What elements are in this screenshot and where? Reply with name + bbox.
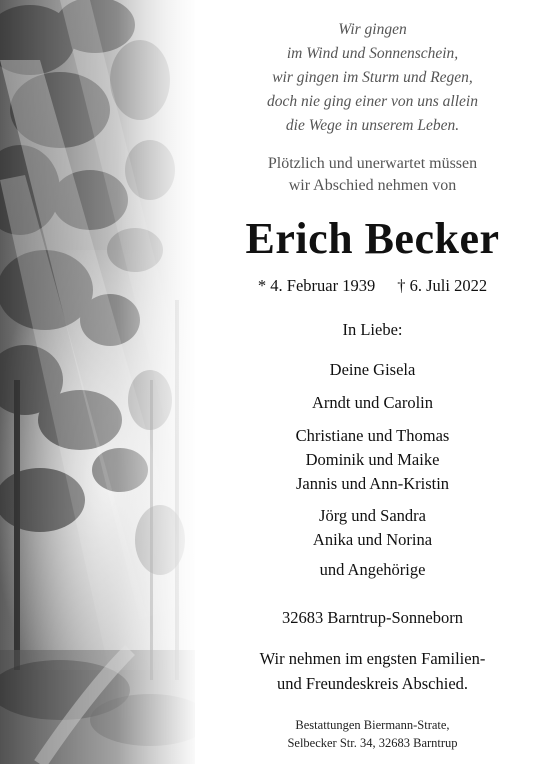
mourner-line: Christiane und Thomas (295, 426, 450, 445)
deceased-name: Erich Becker (245, 214, 500, 263)
undertaker-line: Bestattungen Biermann-Strate, (295, 718, 450, 732)
place-line: 32683 Barntrup-Sonneborn (281, 608, 464, 627)
poem-line: doch nie ging einer von uns allein (267, 93, 478, 110)
farewell-line: und Freundeskreis Abschied. (276, 674, 469, 693)
poem-line: die Wege in unserem Leben. (285, 117, 460, 134)
mourner-line: Arndt und Carolin (312, 393, 433, 412)
mourner-line: Deine Gisela (329, 360, 416, 379)
poem-line: Wir gingen (338, 21, 407, 38)
poem-line: wir gingen im Sturm und Regen, (272, 69, 473, 86)
in-love-heading: In Liebe: (342, 320, 403, 339)
undertaker-line: Selbecker Str. 34, 32683 Barntrup (287, 736, 458, 750)
obituary-text (195, 0, 550, 764)
intro-line: wir Abschied nehmen von (288, 177, 457, 194)
mourner-line: Dominik und Maike (305, 450, 440, 469)
farewell-line: Wir nehmen im engsten Familien- (259, 649, 486, 668)
mourner-line: Jörg und Sandra (319, 506, 426, 525)
life-dates (195, 278, 550, 295)
mourner-line: und Angehörige (319, 560, 426, 579)
intro-line: Plötzlich und unerwartet müssen (267, 155, 478, 172)
forest-photo (0, 0, 195, 764)
mourner-line: Jannis und Ann-Kristin (295, 474, 450, 493)
mourner-line: Anika und Norina (312, 530, 433, 549)
poem-line: im Wind und Sonnenschein, (286, 45, 459, 62)
death-date: † 6. Juli 2022 (397, 276, 488, 295)
birth-date: * 4. Februar 1939 (257, 276, 376, 295)
